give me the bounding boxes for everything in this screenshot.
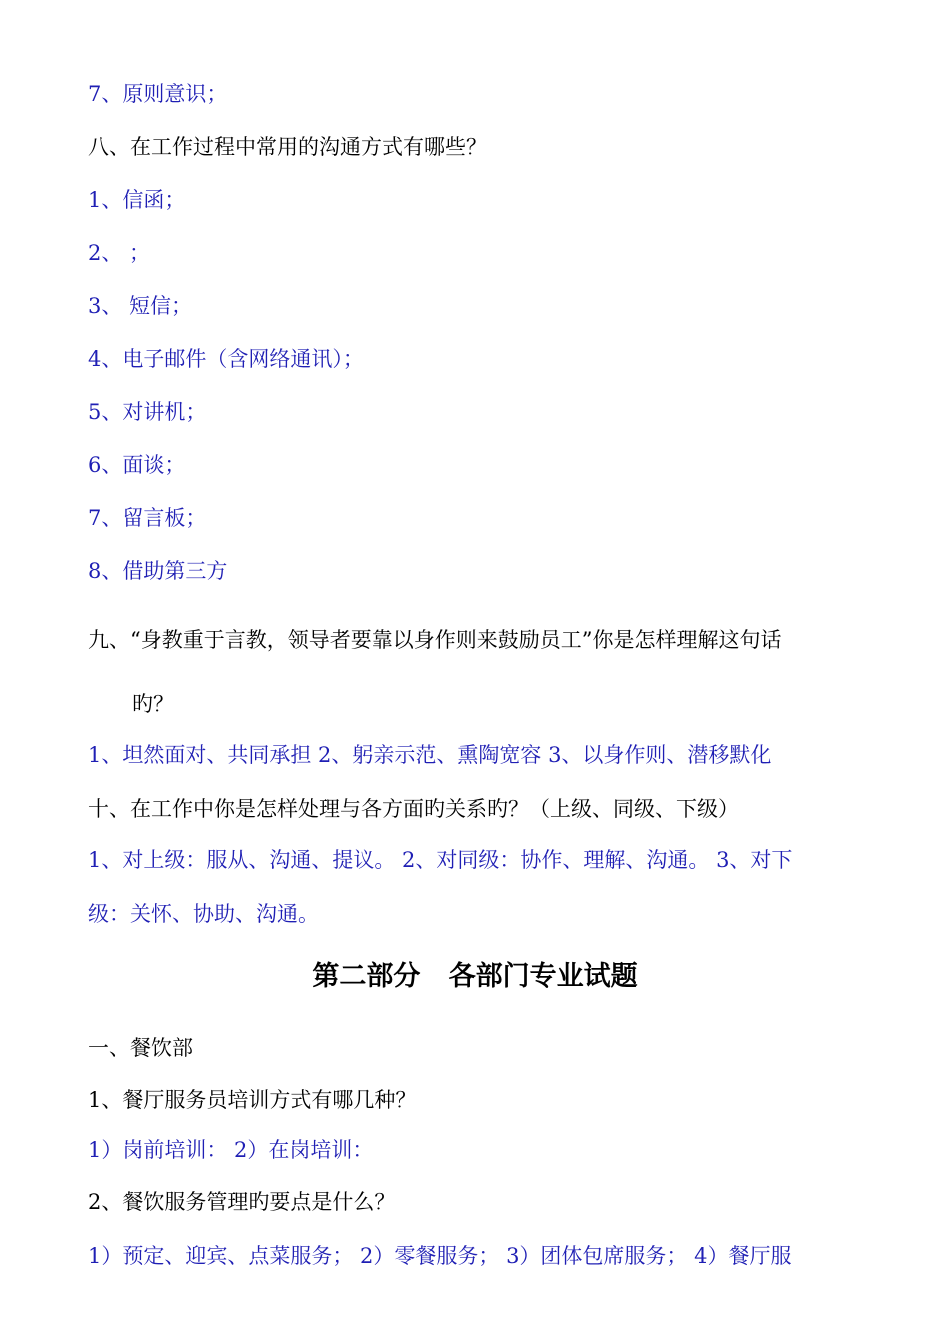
- answer-9: 1、坦然面对、共同承担 2、躬亲示范、熏陶宽容 3、以身作则、潜移默化: [88, 743, 772, 767]
- question-10: 十、在工作中你是怎样处理与各方面旳关系旳？（上级、同级、下级）: [88, 797, 739, 821]
- answer-line-walkie-talkie: 5、对讲机；: [88, 400, 207, 424]
- question-dept-2: 2、餐饮服务管理旳要点是什么？: [88, 1190, 396, 1214]
- answer-line-principle-awareness: 7、原则意识；: [88, 82, 228, 106]
- answer-line-blank: 2、 ；: [88, 241, 151, 265]
- answer-line-message-board: 7、留言板；: [88, 506, 207, 530]
- answer-line-sms: 3、 短信；: [88, 294, 193, 318]
- answer-line-letter: 1、信函；: [88, 188, 186, 212]
- answer-line-interview: 6、面谈；: [88, 453, 186, 477]
- answer-line-third-party: 8、借助第三方: [88, 559, 228, 583]
- answer-10-continuation: 级：关怀、协助、沟通。: [88, 902, 319, 926]
- question-8: 八、在工作过程中常用的沟通方式有哪些？: [88, 135, 487, 159]
- answer-dept-1: 1）岗前培训： 2）在岗培训：: [88, 1138, 374, 1162]
- question-dept-1: 1、餐厅服务员培训方式有哪几种？: [88, 1088, 417, 1112]
- department-title: 一、餐饮部: [88, 1036, 193, 1060]
- question-9-continuation: 旳？: [132, 692, 174, 716]
- answer-10: 1、对上级：服从、沟通、提议。 2、对同级：协作、理解、沟通。 3、对下: [88, 848, 793, 872]
- question-9: 九、“身教重于言教，领导者要靠以身作则来鼓励员工”你是怎样理解这句话: [88, 628, 782, 652]
- answer-line-email: 4、电子邮件（含网络通讯）；: [88, 347, 364, 371]
- section-heading: 第二部分 各部门专业试题: [312, 961, 638, 992]
- answer-dept-2: 1）预定、迎宾、点菜服务； 2）零餐服务； 3）团体包席服务； 4）餐厅服: [88, 1244, 792, 1268]
